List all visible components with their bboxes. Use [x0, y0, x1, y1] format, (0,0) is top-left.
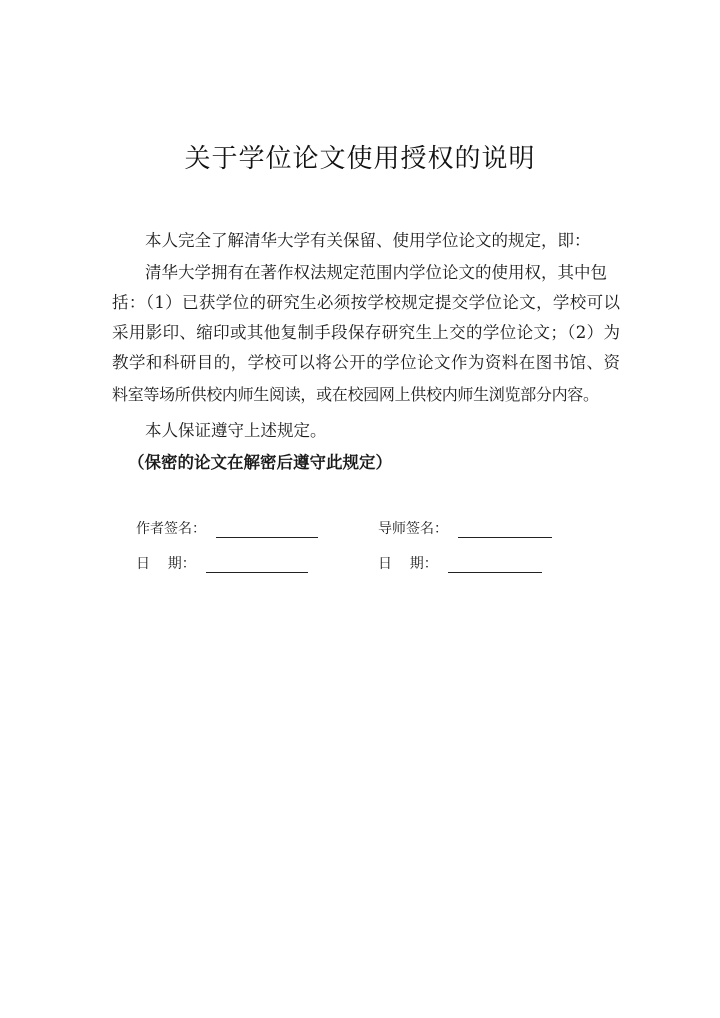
authorization-paragraph [112, 258, 620, 288]
page-title: 关于学位论文使用授权的说明 [184, 144, 536, 174]
author-signature-row [136, 518, 318, 538]
author-signature-label: 作者签名： [136, 521, 206, 537]
advisor-date-label: 日 期： [378, 556, 438, 572]
advisor-signature-line[interactable] [458, 523, 552, 538]
paragraph-line: 括：（1）已获学位的研究生必须按学校规定提交学位论文，学校可以 [112, 293, 620, 312]
paragraph-line: 料室等场所供校内师生阅读，或在校园网上供校内师生浏览部分内容。 [112, 385, 599, 404]
advisor-date-row [378, 553, 542, 573]
advisor-signature-row [378, 518, 552, 538]
author-date-label: 日 期： [136, 556, 196, 572]
paragraph-line: 采用影印、缩印或其他复制手段保存研究生上交的学位论文；（2）为 [112, 323, 620, 342]
author-date-row [136, 553, 308, 573]
paragraph-line: 教学和科研目的，学校可以将公开的学位论文作为资料在图书馆、资 [112, 353, 620, 372]
author-signature-line[interactable] [216, 523, 318, 538]
confidential-note: （保密的论文在解密后遵守此规定） [128, 453, 392, 472]
intro-paragraph: 本人完全了解清华大学有关保留、使用学位论文的规定，即： [145, 231, 591, 250]
paragraph-line: 清华大学拥有在著作权法规定范围内学位论文的使用权，其中包 [145, 263, 607, 282]
compliance-statement: 本人保证遵守上述规定。 [145, 421, 327, 440]
advisor-signature-label: 导师签名： [378, 521, 448, 537]
advisor-date-line[interactable] [448, 558, 542, 573]
author-date-line[interactable] [206, 558, 308, 573]
